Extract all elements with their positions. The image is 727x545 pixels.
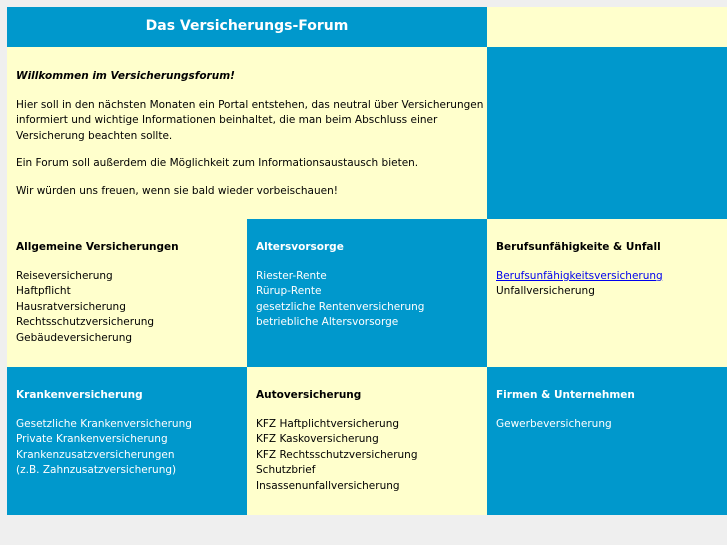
list-item: KFZ Haftplichtversicherung (256, 417, 400, 430)
intro-paragraph: Hier soll in den nächsten Monaten ein Portal entstehen, das neutral über Versicherungen informiert und wichtige Informationen beinhaltet, die man beim Abschluss einer Versicherung beachten sollte. (16, 98, 484, 142)
list-item: Krankenzusatzversicherungen (16, 448, 175, 461)
list-item: Insassenunfallversicherung (256, 479, 400, 492)
category-list (256, 417, 487, 495)
list-item: KFZ Rechtsschutzversicherung (256, 448, 418, 461)
category-list (256, 269, 487, 331)
category-title: Firmen & Unternehmen (496, 389, 635, 401)
category-list (16, 269, 247, 347)
category-title: Berufsunfähigkeite & Unfall (496, 241, 661, 253)
header-side-cell (487, 7, 727, 47)
list-item: gesetzliche Rentenversicherung (256, 300, 425, 313)
intro-paragraph: Wir würden uns freuen, wenn sie bald wieder vorbeischauen! (16, 184, 338, 197)
list-item: Private Krankenversicherung (16, 433, 168, 445)
list-item: Gewerbeversicherung (496, 417, 612, 430)
welcome-heading: Willkommen im Versicherungsforum! (16, 70, 235, 82)
list-item: Hausratversicherung (16, 300, 126, 313)
list-item: Gebäudeversicherung (16, 331, 133, 344)
category-krankenversicherung (7, 367, 247, 515)
list-item: Reiseversicherung (16, 269, 113, 282)
category-list (16, 417, 247, 479)
category-berufsunfaehigkeit (487, 219, 727, 367)
list-item: Unfallversicherung (496, 285, 595, 297)
list-item: (z.B. Zahnzusatzversicherung) (16, 464, 177, 476)
list-item: Rechtsschutzversicherung (16, 316, 155, 328)
intro-paragraph: Ein Forum soll außerdem die Möglichkeit zum Informationsaustausch bieten. (16, 157, 419, 169)
page-grid (7, 7, 727, 515)
category-list (496, 269, 727, 300)
category-altersvorsorge (247, 219, 487, 367)
list-item: Rürup-Rente (256, 285, 322, 297)
list-item: Riester-Rente (256, 269, 327, 282)
berufsunfaehigkeit-link[interactable]: Berufsunfähigkeitsversicherung (496, 269, 663, 282)
category-firmen (487, 367, 727, 515)
page-title: Das Versicherungs-Forum (145, 18, 349, 35)
header-bar (7, 7, 487, 47)
list-item: Gesetzliche Krankenversicherung (16, 417, 192, 430)
category-autoversicherung (247, 367, 487, 515)
category-title: Allgemeine Versicherungen (16, 241, 179, 253)
category-list (496, 417, 727, 433)
category-title: Autoversicherung (256, 389, 362, 401)
intro-section (7, 47, 487, 219)
intro-side-cell (487, 47, 727, 219)
category-title: Altersvorsorge (256, 241, 344, 253)
list-item: KFZ Kaskoversicherung (256, 433, 379, 445)
list-item: betriebliche Altersvorsorge (256, 316, 399, 328)
category-title: Krankenversicherung (16, 389, 143, 401)
category-allgemein (7, 219, 247, 367)
list-item: Schutzbrief (256, 464, 316, 476)
list-item: Haftpflicht (16, 285, 71, 297)
list-item (496, 269, 727, 285)
